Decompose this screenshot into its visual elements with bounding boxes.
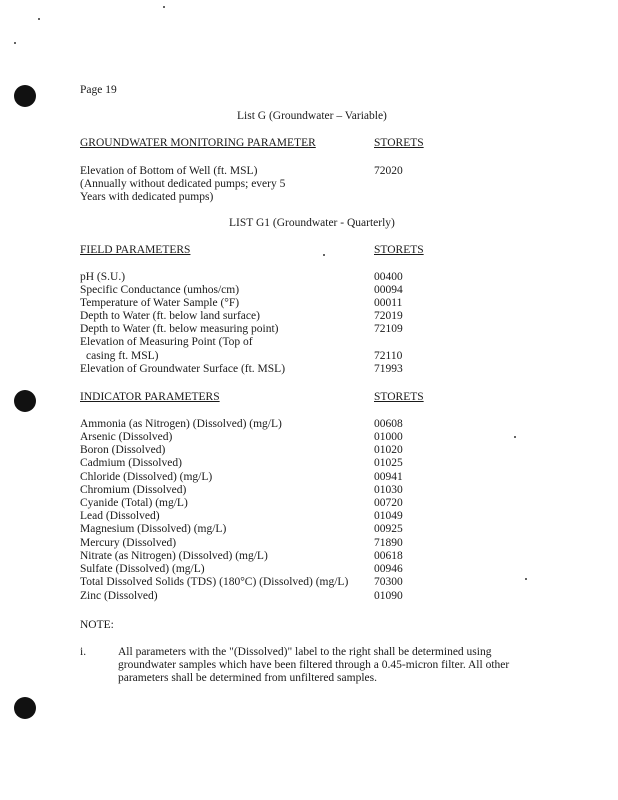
scan-speck (323, 254, 325, 256)
field-param-code: 00011 (374, 297, 403, 309)
field-param-name: Elevation of Measuring Point (Top of (80, 336, 253, 348)
field-parameters-header: FIELD PARAMETERS (80, 244, 191, 256)
list-g-row-line: Years with dedicated pumps) (80, 191, 214, 203)
scan-speck (14, 42, 16, 44)
field-param-code: 72109 (374, 323, 403, 335)
indicator-param-name: Ammonia (as Nitrogen) (Dissolved) (mg/L) (80, 418, 282, 430)
indicator-param-code: 00925 (374, 523, 403, 535)
indicator-param-name: Cadmium (Dissolved) (80, 457, 182, 469)
indicator-param-name: Sulfate (Dissolved) (mg/L) (80, 563, 205, 575)
field-param-code: 00094 (374, 284, 403, 296)
note-item-line: parameters shall be determined from unfiltered samples. (118, 672, 377, 684)
scan-speck (38, 18, 40, 20)
indicator-param-code: 00941 (374, 471, 403, 483)
indicator-param-code: 01020 (374, 444, 403, 456)
punch-hole-top (14, 85, 36, 107)
field-param-name: Depth to Water (ft. below land surface) (80, 310, 260, 322)
indicator-param-name: Cyanide (Total) (mg/L) (80, 497, 188, 509)
field-param-name: Elevation of Groundwater Surface (ft. MSL) (80, 363, 286, 375)
punch-hole-bottom (14, 697, 36, 719)
list-g-storets-header: STORETS (374, 137, 424, 149)
indicator-param-code: 01000 (374, 431, 403, 443)
indicator-param-code: 00618 (374, 550, 403, 562)
scan-speck (514, 436, 516, 438)
field-param-name-cont: casing ft. MSL) (86, 350, 159, 362)
indicator-param-name: Magnesium (Dissolved) (mg/L) (80, 523, 227, 535)
indicator-param-code: 00946 (374, 563, 403, 575)
indicator-storets-header: STORETS (374, 391, 424, 403)
indicator-param-code: 01030 (374, 484, 403, 496)
indicator-param-code: 01025 (374, 457, 403, 469)
list-g1-title: LIST G1 (Groundwater - Quarterly) (229, 217, 395, 229)
note-item-line: All parameters with the "(Dissolved)" label to the right shall be determined using (118, 646, 492, 658)
indicator-param-name: Lead (Dissolved) (80, 510, 160, 522)
scan-speck (525, 578, 527, 580)
field-storets-header: STORETS (374, 244, 424, 256)
indicator-param-code: 00720 (374, 497, 403, 509)
field-param-name: Depth to Water (ft. below measuring point) (80, 323, 279, 335)
field-param-name: Specific Conductance (umhos/cm) (80, 284, 240, 296)
indicator-param-name: Arsenic (Dissolved) (80, 431, 173, 443)
indicator-param-name: Zinc (Dissolved) (80, 590, 158, 602)
indicator-param-name: Chloride (Dissolved) (mg/L) (80, 471, 213, 483)
field-param-name: Temperature of Water Sample (°F) (80, 297, 240, 309)
list-g-title: List G (Groundwater – Variable) (237, 110, 387, 122)
indicator-param-code: 70300 (374, 576, 403, 588)
list-g-row-line: Elevation of Bottom of Well (ft. MSL) (80, 165, 258, 177)
indicator-parameters-header: INDICATOR PARAMETERS (80, 391, 220, 403)
note-item-line: groundwater samples which have been filtered through a 0.45-micron filter. All other (118, 659, 510, 671)
indicator-param-code: 71890 (374, 537, 403, 549)
list-g-parameter-header: GROUNDWATER MONITORING PARAMETER (80, 137, 316, 149)
indicator-param-code: 01049 (374, 510, 403, 522)
scan-speck (163, 6, 165, 8)
field-param-code: 72019 (374, 310, 403, 322)
list-g-row-line: (Annually without dedicated pumps; every 5 (80, 178, 286, 190)
indicator-param-name: Chromium (Dissolved) (80, 484, 187, 496)
indicator-param-name: Boron (Dissolved) (80, 444, 166, 456)
list-g-row-code: 72020 (374, 165, 403, 177)
indicator-param-name: Mercury (Dissolved) (80, 537, 177, 549)
field-param-code: 72110 (374, 350, 403, 362)
note-item-marker: i. (80, 646, 87, 658)
field-param-code: 71993 (374, 363, 403, 375)
note-label: NOTE: (80, 619, 114, 631)
indicator-param-code: 00608 (374, 418, 403, 430)
field-param-name: pH (S.U.) (80, 271, 126, 283)
indicator-param-name: Nitrate (as Nitrogen) (Dissolved) (mg/L) (80, 550, 268, 562)
indicator-param-code: 01090 (374, 590, 403, 602)
field-param-code: 00400 (374, 271, 403, 283)
indicator-param-name: Total Dissolved Solids (TDS) (180°C) (Dissolved) (mg/L) (80, 576, 349, 588)
page-number: Page 19 (80, 84, 117, 96)
punch-hole-middle (14, 390, 36, 412)
